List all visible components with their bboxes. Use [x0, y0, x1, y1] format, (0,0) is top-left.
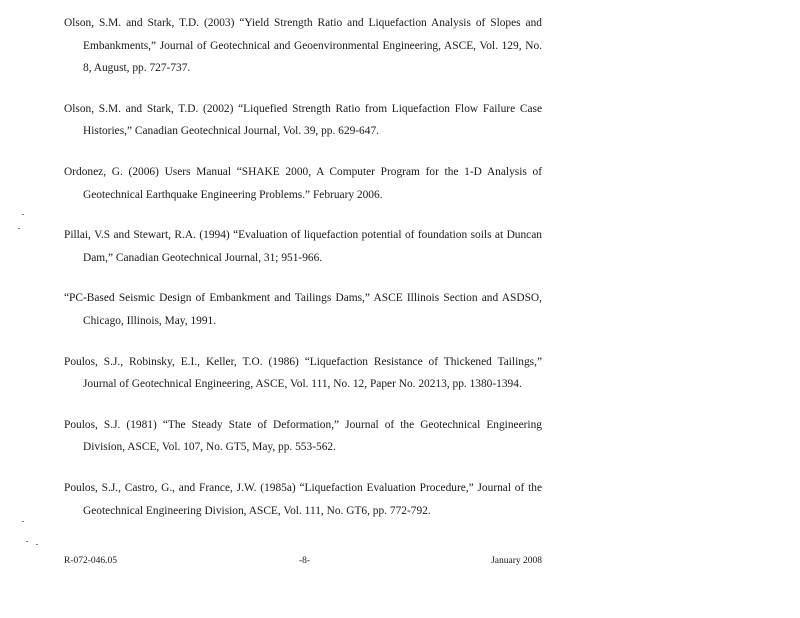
reference-pillai-stewart-1994: Pillai, V.S and Stewart, R.A. (1994) “Evaluation of liquefaction potential of foundation soils at Duncan Dam,” Canadian Geotechnical Journal, 31; 951-966.: [64, 229, 542, 264]
footer-doc-number: R-072-046.05: [64, 556, 118, 566]
scan-speck: [36, 544, 38, 545]
reference-poulos-castro-france-1985: Poulos, S.J., Castro, G., and France, J.W. (1985a) “Liquefaction Evaluation Procedure,” Journal of the Geotechnical Engineering Division, ASCE, Vol. 111, No. GT6, pp. 772-792.: [64, 481, 542, 517]
reference-ordonez-2006: Ordonez, G. (2006) Users Manual “SHAKE 2000, A Computer Program for the 1-D Analysis of Geotechnical Earthquake Engineering Problems.” February 2006.: [64, 165, 542, 201]
reference-poulos-robinsky-keller-1986: Poulos, S.J., Robinsky, E.I., Keller, T.O. (1986) “Liquefaction Resistance of Thickened Tailings,” Journal of Geotechnical Engineering, ASCE, Vol. 111, No. 12, Paper No. 20213, pp. 1380-1394.: [64, 355, 542, 391]
footer-date: January 2008: [491, 556, 542, 566]
reference-olson-stark-2003: Olson, S.M. and Stark, T.D. (2003) “Yield Strength Ratio and Liquefaction Analysis of Slopes and Embankments,” Journal of Geotechnical and Geoenvironmental Engineering, ASCE, Vol. 129, No. 8, August, pp. 727-737.: [64, 17, 542, 75]
page-footer: [64, 556, 542, 572]
footer-page-number: -8-: [299, 556, 311, 566]
reference-list: [64, 12, 542, 540]
scan-speck: [22, 521, 24, 522]
scan-speck: [18, 228, 20, 229]
scan-speck: [26, 541, 28, 542]
reference-pc-based-seismic-design: “PC-Based Seismic Design of Embankment and Tailings Dams,” ASCE Illinois Section and ASDSO, Chicago, Illinois, May, 1991.: [64, 292, 542, 327]
reference-poulos-1981: Poulos, S.J. (1981) “The Steady State of Deformation,” Journal of the Geotechnical Engineering Division, ASCE, Vol. 107, No. GT5, May, pp. 553-562.: [64, 418, 542, 454]
scan-speck: [22, 214, 24, 215]
reference-olson-stark-2002: Olson, S.M. and Stark, T.D. (2002) “Liquefied Strength Ratio from Liquefaction Flow Failure Case Histories,” Canadian Geotechnical Journal, Vol. 39, pp. 629-647.: [64, 102, 542, 138]
